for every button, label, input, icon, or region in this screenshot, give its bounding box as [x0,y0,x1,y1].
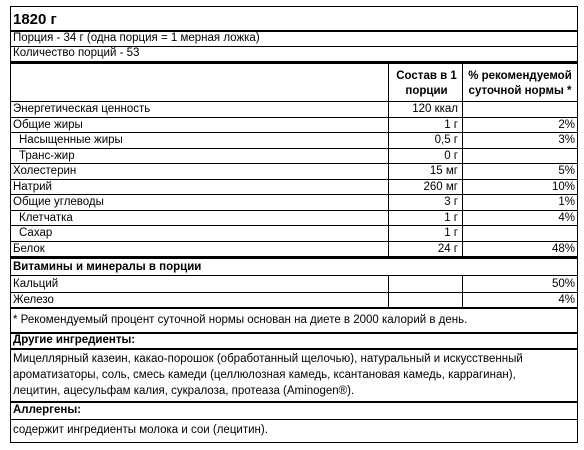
nutrient-amount: 1 г [444,118,458,131]
nutrient-amount: 0 г [444,149,458,162]
package-weight: 1820 г [13,11,57,28]
nutrient-amount: 120 ккал [412,103,458,115]
nutrient-name: Натрий [13,180,52,193]
nutrient-daily-value: 1% [558,196,575,208]
vitamins-title: Витамины и минералы в порции [13,261,202,273]
nutrient-name: Транс-жир [19,149,75,162]
column-header-per-serving: Состав в 1 порции [396,70,457,97]
column-divider [462,276,463,307]
divider [10,275,578,276]
nutrient-daily-value: 10% [551,180,575,193]
column-divider [388,64,389,256]
nutrient-name: Сахар [19,227,53,239]
ingredients-title: Другие ингредиенты: [13,334,136,346]
ingredients-line: ароматизаторы, соль, смесь камеди (целлюлозная камедь, ксантановая камедь, каррагинан), [13,369,516,381]
divider [10,61,578,64]
divider [10,307,578,309]
divider [10,419,578,420]
vitamin-daily-value: 4% [558,293,575,306]
nutrient-name: Общие углеводы [13,196,104,208]
ingredients-line: Мицеллярный казеин, какао-порошок (обработанный щелочью), натуральный и искусственный [13,353,523,365]
nutrient-amount: 1 г [444,227,458,239]
row-divider [10,148,578,149]
vitamin-name: Железо [13,293,54,306]
vitamin-daily-value: 50% [551,278,575,290]
allergens-text: содержит ингредиенты молока и сои (лецитин). [13,424,268,436]
serving-size: Порция - 34 г (одна порция = 1 мерная ложка) [13,32,260,44]
servings-count: Количество порций - 53 [13,47,140,59]
nutrient-daily-value: 2% [558,118,575,131]
vitamin-name: Кальций [13,278,59,290]
divider [10,256,578,259]
nutrient-name: Насыщенные жиры [19,134,123,146]
column-header-daily-value: % рекомендуемой суточной нормы * [468,70,572,97]
divider [10,401,578,403]
row-divider [10,225,578,226]
divider [10,348,578,350]
nutrient-name: Клетчатка [19,211,73,224]
nutrient-amount: 1 г [444,211,458,224]
nutrient-daily-value: 48% [551,242,575,255]
allergens-title: Аллергены: [13,404,81,416]
nutrient-daily-value: 4% [558,211,575,224]
ingredients-line: лецитин, ацесульфам калия, сукралоза, протеаза (Aminogen®). [13,385,355,397]
column-divider [388,276,389,307]
nutrient-daily-value: 5% [558,165,575,177]
nutrient-name: Общие жиры [13,118,83,131]
nutrient-amount: 15 мг [429,165,458,177]
nutrition-label [10,6,578,443]
nutrient-name: Холестерин [13,165,77,177]
nutrient-name: Энергетическая ценность [13,103,151,115]
nutrient-name: Белок [13,242,45,255]
nutrient-amount: 3 г [444,196,458,208]
footnote: * Рекомендуемый процент суточной нормы основан на диете в 2000 калорий в день. [13,314,468,326]
nutrient-daily-value: 3% [558,134,575,146]
nutrient-amount: 0,5 г [434,134,458,146]
nutrient-amount: 24 г [437,242,458,255]
nutrient-amount: 260 мг [423,180,458,193]
column-divider [462,64,463,256]
